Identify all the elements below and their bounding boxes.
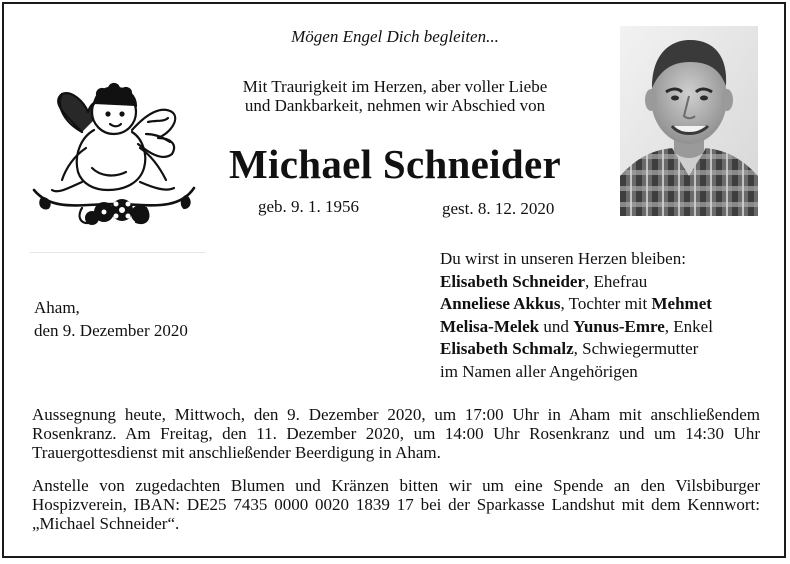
motto: Mögen Engel Dich begleiten...	[291, 27, 499, 46]
mourner-name: Anneliese Akkus	[440, 294, 561, 313]
donation-notice: Anstelle von zugedachten Blumen und Kränzen bitten wir um eine Spende an den Vilsbiburger Hospizverein, IBAN: DE25 7435 0000 0020 1839 17 bei der Sparkasse Landshut mit dem Kennwort: „Michael Schneider“.	[32, 476, 760, 533]
mourner-name: Yunus-Emre	[573, 316, 665, 336]
mourner-name: Mehmet	[651, 294, 712, 313]
place-date	[34, 296, 188, 342]
funeral-notice: Aussegnung heute, Mittwoch, den 9. Dezember 2020, um 17:00 Uhr in Aham mit anschließendem Rosenkranz. Am Freitag, den 11. Dezember 2020, um 14:00 Uhr Rosenkranz und um 14:30 Uhr Trauergottesdienst mit anschließender Beerdigung in Aham.	[32, 405, 760, 462]
mourners-block	[440, 248, 713, 383]
portrait-photo	[620, 26, 758, 216]
mourner-line: Elisabeth Schneider, Ehefrau	[440, 271, 648, 291]
intro-line-1: Mit Traurigkeit im Herzen, aber voller Liebe	[242, 77, 548, 96]
mourner-name: Elisabeth Schneider	[440, 271, 585, 291]
mourners-closing: im Namen aller Angehörigen	[440, 361, 638, 381]
place-city: Aham,	[34, 298, 80, 317]
mourners-heading: Du wirst in unseren Herzen bleiben:	[440, 249, 686, 268]
intro-line-2: und Dankbarkeit, nehmen wir Abschied von	[244, 96, 546, 115]
death-date: gest. 8. 12. 2020	[442, 199, 555, 218]
mourner-line: Elisabeth Schmalz, Schwiegermutter	[440, 339, 699, 358]
mourner-name: Elisabeth Schmalz	[440, 339, 574, 358]
deceased-name: Michael Schneider	[229, 141, 561, 187]
birth-date: geb. 9. 1. 1956	[258, 197, 360, 216]
divider	[30, 252, 206, 253]
angel-icon	[22, 72, 206, 242]
mourner-line: Anneliese Akkus, Tochter mit Mehmet	[440, 294, 712, 313]
place-date-line: den 9. Dezember 2020	[34, 321, 188, 340]
mourner-name: Melisa-Melek	[440, 316, 540, 336]
mourner-line: Melisa-Melek und Yunus-Emre, Enkel	[440, 316, 713, 336]
